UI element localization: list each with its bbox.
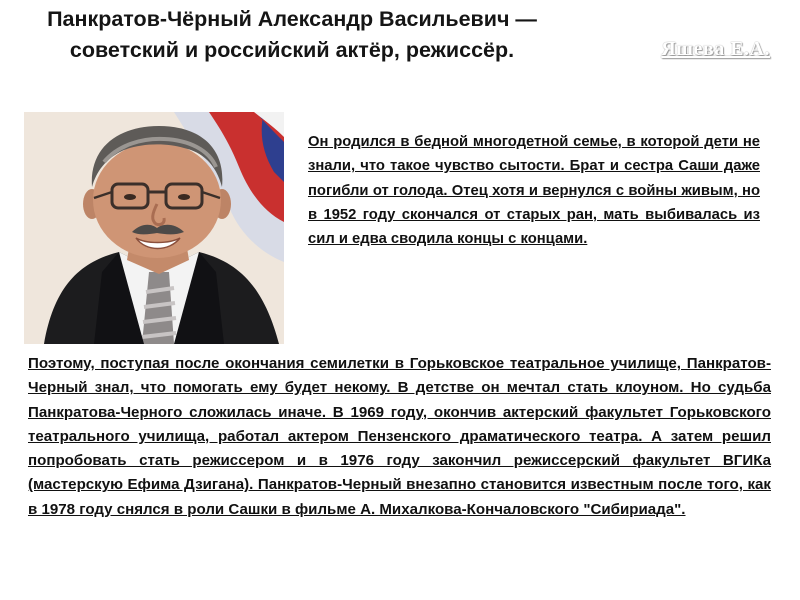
- author-watermark: Яшева Е.А.: [661, 38, 770, 60]
- slide-title: Панкратов-Чёрный Александр Васильевич — советский и российский актёр, режиссёр.: [47, 7, 537, 62]
- biography-paragraph-2: Поэтому, поступая после окончания семилетки в Горьковское театральное училище, Панкратов-Черный знал, что помогать ему будет некому. В детстве он мечтал стать клоуном. Но судьба Панкратова-Черного сложилась иначе. В 1969 году, окончив актерский факультет Горьковского театрального училища, работал актером Пензенского драматического театра. А затем решил попробовать стать режиссером и в 1976 году закончил режиссерский факультет ВГИКа (мастерскую Ефима Дзигана). Панкратов-Черный внезапно становится известным после того, как в 1978 году снялся в роли Сашки в фильме А. Михалкова-Кончаловского "Сибириада".: [28, 355, 771, 518]
- biography-paragraph-1: Он родился в бедной многодетной семье, в которой дети не знали, что такое чувство сытости. Брат и сестра Саши даже погибли от голода. Отец хотя и вернулся с войны живым, но в 1952 году скончался от старых ран, мать выбивалась из сил и едва сводила концы с концами.: [308, 134, 760, 248]
- portrait-photo: [24, 112, 284, 344]
